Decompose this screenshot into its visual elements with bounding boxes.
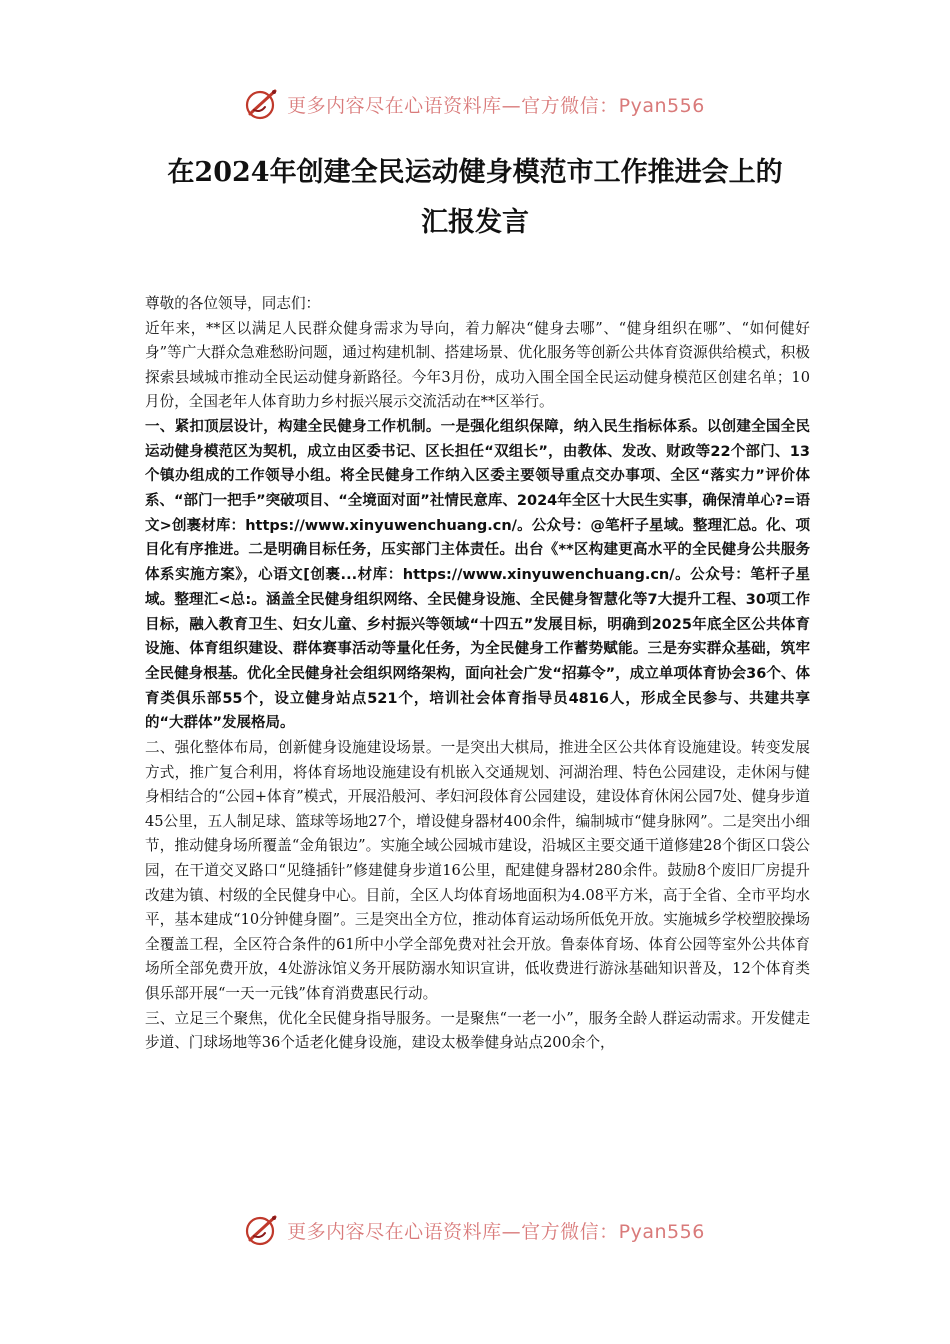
section-1-paragraph: 一、紧扣顶层设计，构建全民健身工作机制。一是强化组织保障，纳入民生指标体系。以创建全国全民运动健身模范区为契机，成立由区委书记、区长担任“双组长”，由教体、发改、财政等22个部门、13个镇办组成的工作领导小组。将全民健身工作纳入区委主要领导重点交办事项、全区“落实力”评价体系、“部门一把手”突破项目、“全境面对面”社情民意库、2024年全区十大民生实事，确保清单心?=语文>创裹材库：https://www.xinyuwenchuang.cn/。公众号：@笔杆子星域。整理汇总。化、项目化有序推进。二是明确目标任务，压实部门主体责任。出台《**区构建更高水平的全民健身公共服务体系实施方案》，心语文[创裹...材库：https://www.xinyuwenchuang.cn/。公众号：笔杆子星域。整理汇<总:。涵盖全民健身组织网络、全民健身设施、全民健身智慧化等7大提升工程、30项工作目标，融入教育卫生、妇女儿童、乡村振兴等领域“十四五”发展目标，明确到2025年底全区公共体育设施、体育组织建设、群体赛事活动等量化任务，为全民健身工作蓄势赋能。三是夯实群众基础，筑牢全民健身根基。优化全民健身社会组织网络架构，面向社会广发“招募令”，成立单项体育协会36个、体育类俱乐部55个，设立健身站点521个，培训社会体育指导员4816人，形成全民参与、共建共享的“大群体”发展格局。	[145, 418, 810, 732]
intro-paragraph: 近年来，**区以满足人民群众健身需求为导向，着力解决“健身去哪”、“健身组织在哪”、“如何健好身”等广大群众急难愁盼问题，通过构建机制、搭建场景、优化服务等创新公共体育资源供给模式，积极探索县域城市推动全民运动健身新路径。今年3月份，成功入围全国全民运动健身模范区创建名单；10月份，全国老年人体育助力乡村振兴展示交流活动在**区举行。	[145, 319, 810, 411]
watermark-banner-bottom	[0, 1208, 950, 1252]
brush-logo-icon	[245, 87, 279, 121]
watermark-text: 更多内容尽在心语资料库—官方微信：Pyan556	[287, 1220, 705, 1243]
document-title	[100, 148, 850, 248]
salutation: 尊敬的各位领导，同志们：	[145, 295, 321, 312]
section-2-paragraph: 二、强化整体布局，创新健身设施建设场景。一是突出大棋局，推进全区公共体育设施建设。转变发展方式，推广复合利用，将体育场地设施建设有机嵌入交通规划、河湖治理、特色公园建设，走休闲与健身相结合的“公园+体育”模式，开展沿般河、孝妇河段体育公园建设，建设体育休闲公园7处、健身步道45公里，五人制足球、篮球等场地27个，增设健身器材400余件，编制城市“健身脉网”。二是突出小细节，推动健身场所覆盖“金角银边”。实施全域公园城市建设，沿城区主要交通干道修建28个街区口袋公园，在干道交叉路口“见缝插针”修建健身步道16公里，配建健身器材280余件。鼓励8个废旧厂房提升改建为镇、村级的全民健身中心。目前，全区人均体育场地面积为4.08平方米，高于全省、全市平均水平，基本建成“10分钟健身圈”。三是突出全方位，推动体育运动场所低免开放。实施城乡学校塑胶操场全覆盖工程，全区符合条件的61所中小学全部免费对社会开放。鲁泰体育场、体育公园等室外公共体育场所全部免费开放，4处游泳馆义务开展防溺水知识宣讲，低收费进行游泳基础知识普及，12个体育类俱乐部开展“一天一元钱”体育消费惠民行动。	[145, 739, 810, 1003]
document-body	[145, 292, 810, 1056]
title-line-2: 汇报发言	[421, 207, 529, 238]
brush-logo-icon	[245, 1213, 279, 1247]
watermark-text: 更多内容尽在心语资料库—官方微信：Pyan556	[287, 94, 705, 117]
title-line-1: 在2024年创建全民运动健身模范市工作推进会上的	[167, 157, 783, 188]
watermark-banner-top	[0, 82, 950, 126]
section-3-paragraph: 三、立足三个聚焦，优化全民健身指导服务。一是聚焦“一老一小”，服务全龄人群运动需求。开发健走步道、门球场地等36个适老化健身设施，建设太极拳健身站点200余个，	[145, 1009, 810, 1052]
